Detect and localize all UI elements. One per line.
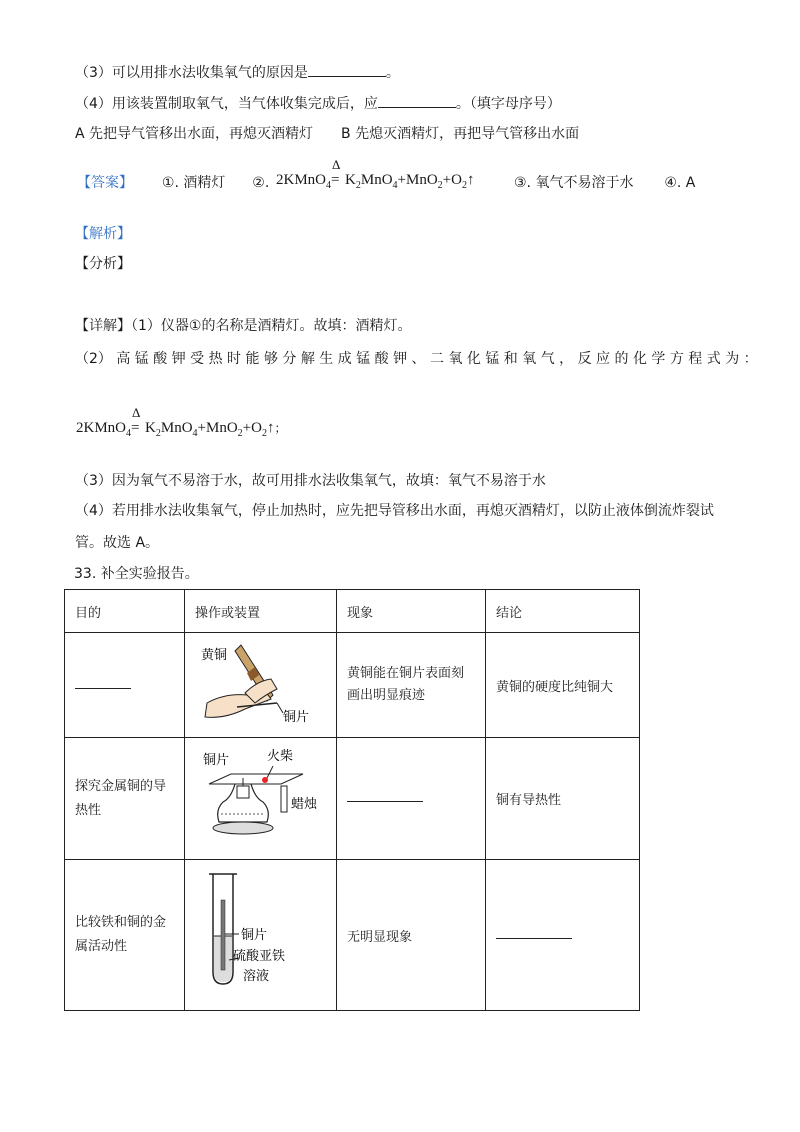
row3-conclusion[interactable] [486, 860, 640, 1011]
row1-phenomenon: 黄铜能在铜片表面刻画出明显痕迹 [337, 633, 486, 738]
answer-3: ③. 氧气不易溶于水 [514, 175, 634, 191]
svg-text:铜片: 铜片 [203, 753, 230, 768]
q4-text: （4）用该装置制取氧气，当气体收集完成后，应 [75, 96, 378, 112]
delta-symbol: Δ [332, 157, 341, 172]
row2-image-cell [185, 738, 337, 860]
option-b: B 先熄灭酒精灯，再把导气管移出水面 [341, 126, 580, 142]
options-line [75, 124, 579, 144]
answer-1: ①. 酒精灯 [161, 175, 226, 191]
row1-purpose[interactable] [65, 633, 185, 738]
detail-label: 【详解】 [75, 318, 131, 334]
row1-image-cell [185, 633, 337, 738]
test-tube-illustration [185, 860, 336, 1006]
option-a: A 先把导气管移出水面，再熄灭酒精灯 [75, 126, 314, 142]
header-purpose: 目的 [65, 590, 185, 633]
row3-phenomenon: 无明显现象 [337, 860, 486, 1011]
detail-p1 [75, 316, 411, 336]
label-brass: 黄铜 [201, 648, 228, 663]
answer-4: ④. A [664, 175, 696, 191]
q3-end: 。 [385, 65, 400, 81]
header-phenomenon: 现象 [337, 590, 486, 633]
q3-line [75, 62, 400, 83]
row2-phenomenon-blank[interactable] [347, 800, 423, 802]
experiment-report-table [64, 589, 640, 1011]
q4-line [75, 93, 561, 114]
detail-equation: 2KMnO$_4$ Δ = $K_2MnO_4+MnO_2+O_2↑$； [76, 405, 287, 439]
detail-p3: （3）因为氧气不易溶于水，故可用排水法收集氧气，故填：氧气不易溶于水 [75, 473, 546, 489]
svg-text:铜片: 铜片 [241, 928, 268, 943]
header-conclusion: 结论 [486, 590, 640, 633]
answer-line [77, 173, 269, 193]
detail-p1-text: （1）仪器①的名称是酒精灯。故填：酒精灯。 [131, 318, 412, 334]
row3-image-cell [185, 860, 337, 1011]
gas-arrow: ↑ [466, 172, 475, 188]
header-operation: 操作或装置 [185, 590, 337, 633]
row1-conclusion: 黄铜的硬度比纯铜大 [486, 633, 640, 738]
q33-title: 33. 补全实验报告。 [74, 566, 199, 582]
label-copper-sheet: 铜片 [283, 710, 310, 725]
detail-p4a: （4）若用排水法收集氧气，停止加热时，应先把导管移出水面，再熄灭酒精灯，以防止液体倒流炸裂试 [75, 503, 714, 519]
row3-conclusion-blank[interactable] [496, 937, 572, 939]
row3-purpose: 比较铁和铜的金属活动性 [65, 860, 185, 1011]
answer-label: 【答案】 [77, 175, 133, 191]
heat-conduction-illustration [185, 738, 336, 855]
answer-2-prefix: ②. [252, 175, 270, 191]
q4-blank[interactable] [378, 93, 456, 108]
svg-text:溶液: 溶液 [243, 969, 270, 984]
row2-phenomenon[interactable] [337, 738, 486, 860]
svg-text:火柴: 火柴 [267, 749, 294, 764]
answer-line-2 [514, 173, 695, 193]
fenxi-label: 【分析】 [75, 256, 131, 272]
q4-end: 。（填字母序号） [455, 96, 561, 112]
q3-blank[interactable] [308, 62, 386, 77]
svg-text:硫酸亚铁: 硫酸亚铁 [233, 949, 286, 964]
q3-text: （3）可以用排水法收集氧气的原因是 [75, 65, 308, 81]
brass-scratch-illustration [185, 633, 336, 733]
svg-text:蜡烛: 蜡烛 [291, 797, 318, 812]
row2-conclusion: 铜有导热性 [486, 738, 640, 860]
row1-purpose-blank[interactable] [75, 687, 131, 689]
answer-equation: 2KMnO$_4$ Δ = $K_2MnO_4+MnO_2+O_2↑$ [276, 157, 475, 191]
detail-p2: （2） 高 锰 酸 钾 受 热 时 能 够 分 解 生 成 锰 酸 钾 、 二 氧 化 锰 和 氧 气 ， 反 应 的 化 学 方 程 式 为 ： [75, 351, 758, 367]
detail-p4b: 管。故选 A。 [75, 535, 160, 551]
row2-purpose: 探究金属铜的导热性 [65, 738, 185, 860]
analysis-label: 【解析】 [75, 226, 131, 242]
